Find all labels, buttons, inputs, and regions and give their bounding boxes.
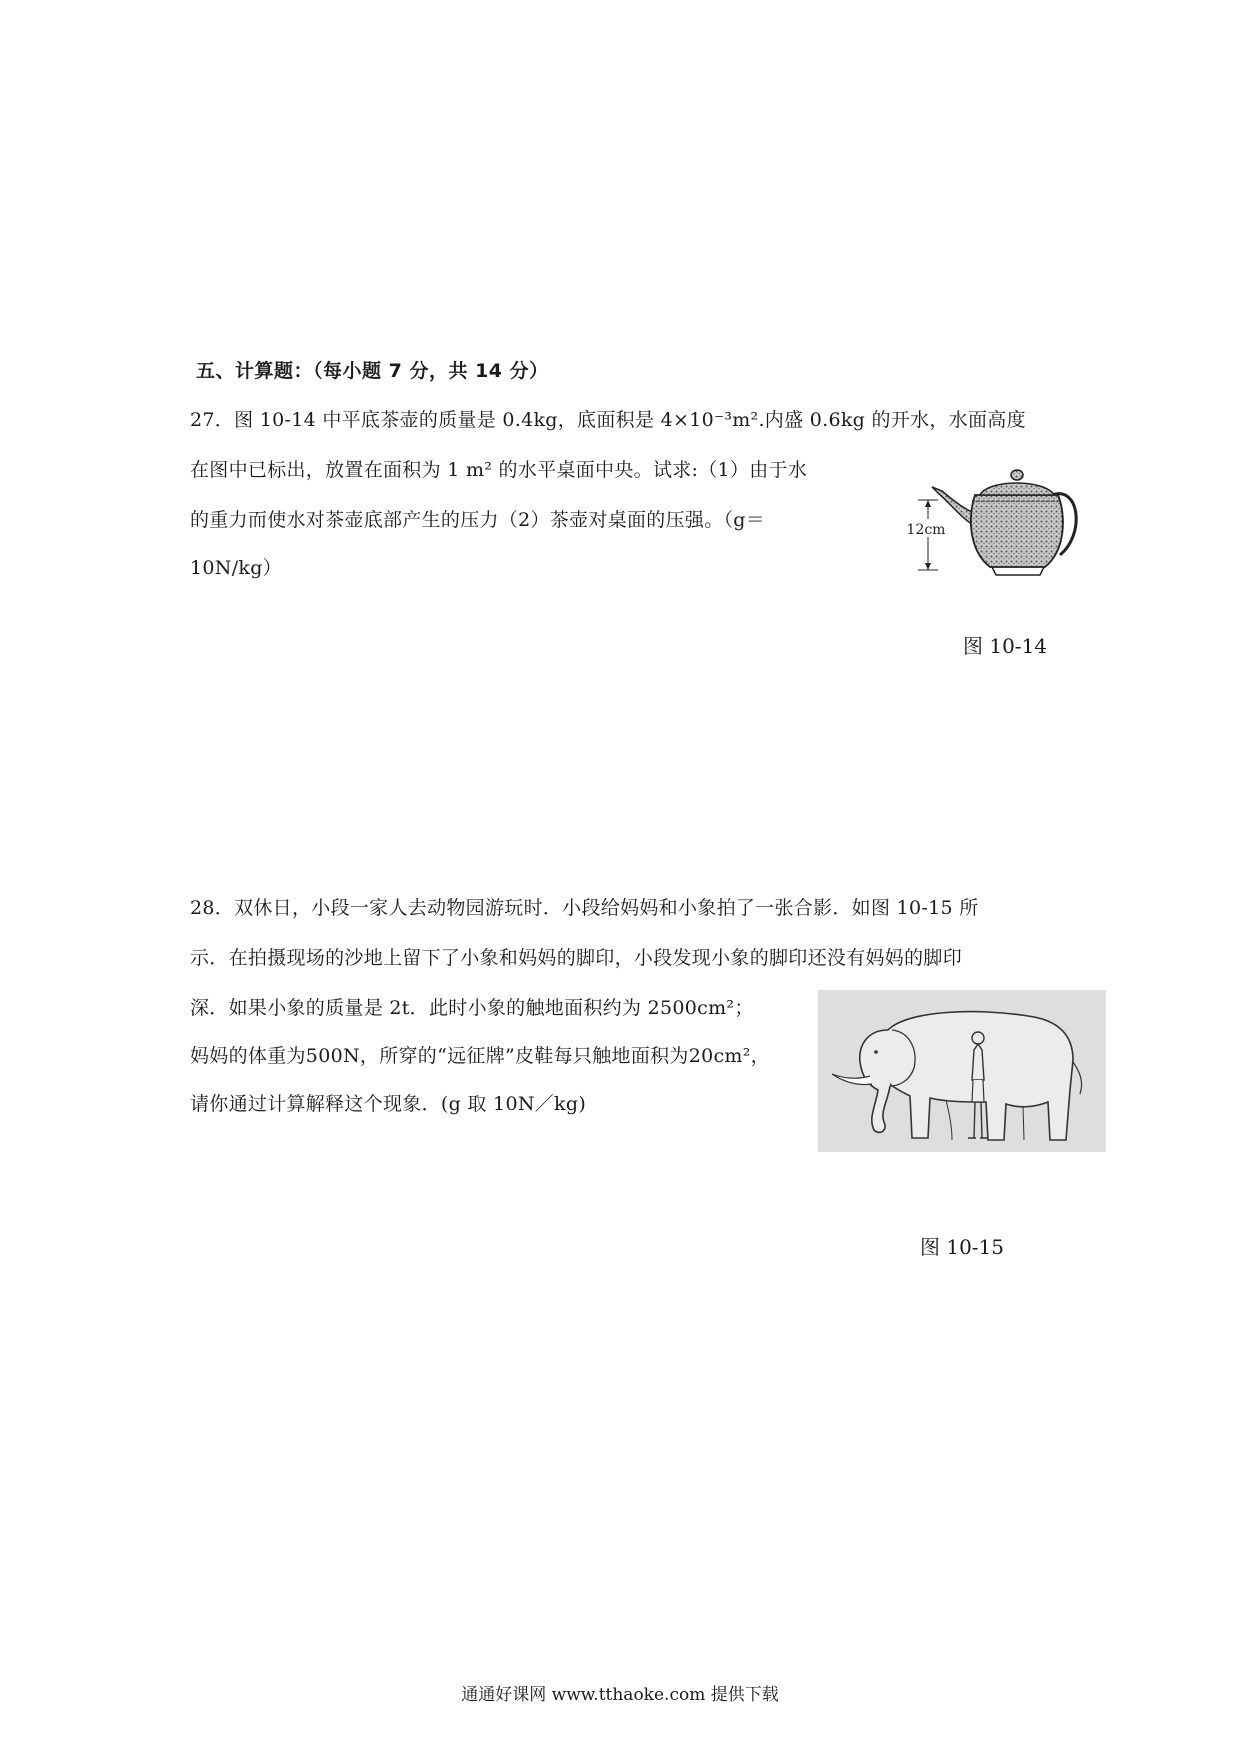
q27-line-3: 的重力而使水对茶壶底部产生的压力（2）茶壶对桌面的压强。（g＝ xyxy=(190,509,766,531)
q27-line-1: 27．图 10-14 中平底茶壶的质量是 0.4kg，底面积是 4×10⁻³m².内盛 0.6kg 的开水，水面高度 xyxy=(190,409,1026,431)
teapot-figure xyxy=(880,455,1090,590)
q27-line-2: 在图中已标出，放置在面积为 1 m² 的水平桌面中央。试求:（1）由于水 xyxy=(190,459,808,481)
q27-line-4: 10N/kg） xyxy=(190,557,282,579)
footer-source: 通通好课网 www.tthaoke.com 提供下载 xyxy=(461,1685,779,1705)
elephant-figure xyxy=(818,990,1106,1152)
figure-10-14-caption: 图 10-14 xyxy=(963,634,1048,658)
q28-line-1: 28．双休日，小段一家人去动物园游玩时．小段给妈妈和小象拍了一张合影．如图 10-15 所 xyxy=(190,897,979,919)
q28-line-5: 请你通过计算解释这个现象．(g 取 10N／kg) xyxy=(190,1093,587,1115)
q28-line-4: 妈妈的体重为500N，所穿的“远征牌”皮鞋每只触地面积为20cm²， xyxy=(190,1045,770,1067)
figure-10-15-caption: 图 10-15 xyxy=(920,1235,1005,1259)
section-title: 五、计算题：（每小题 7 分，共 14 分） xyxy=(196,360,549,382)
teapot-height-label: 12cm xyxy=(906,522,946,538)
q28-line-3: 深．如果小象的质量是 2t．此时小象的触地面积约为 2500cm²； xyxy=(190,997,754,1019)
q28-line-2: 示．在拍摄现场的沙地上留下了小象和妈妈的脚印，小段发现小象的脚印还没有妈妈的脚印 xyxy=(190,947,963,969)
